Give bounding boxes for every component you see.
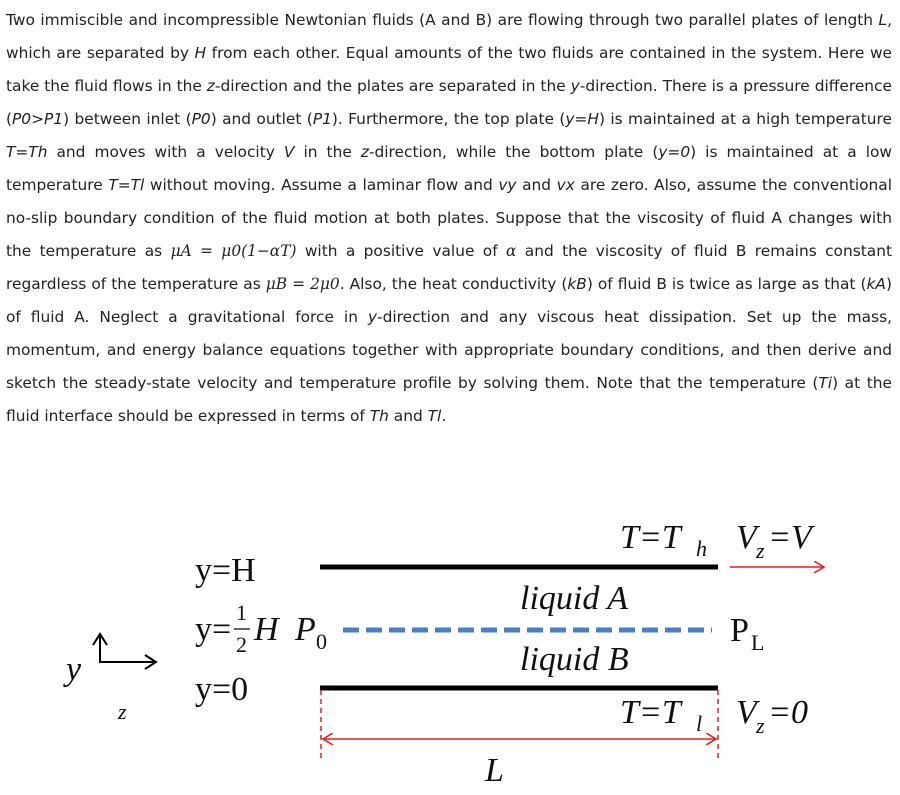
text-run: -direction and the plates are separated in the [214, 77, 571, 95]
text-run: ) and outlet ( [210, 110, 313, 128]
label-top-T-sub: h [696, 536, 707, 561]
label-length-L: L [485, 752, 504, 789]
problem-statement [6, 4, 892, 433]
var-p0: P0 [191, 110, 211, 128]
label-P0: P [295, 611, 316, 648]
text-run: with a positive value of [296, 242, 506, 260]
label-top-V-rhs: =V [768, 519, 812, 556]
var-y: y [570, 77, 580, 95]
var-p1: P1 [312, 110, 332, 128]
label-liquid-b: liquid B [520, 641, 629, 678]
var-alpha: α [506, 242, 517, 260]
text-run: -direction. There is a pressure difference ( [6, 77, 892, 128]
var-Ti: Ti [818, 374, 833, 392]
text-run: ) at the fluid interface should be expressed in terms of [6, 374, 892, 425]
text-run: from each other. Equal amounts of the two fluids are contained in the system. Here we take the fluid flows in the [6, 44, 892, 95]
text-run: are zero. Also, assume the conventional no-slip boundary condition of the fluid motion at both plates. Suppose that the viscosity of fluid A changes with the temperature as [6, 176, 893, 260]
text-run: and [388, 407, 428, 425]
label-bottom-T-sub: l [696, 711, 703, 736]
var-L: L [878, 11, 888, 29]
label-y-half-a: y= [195, 611, 232, 648]
text-run: ) of fluid A. Neglect a gravitational force in [6, 275, 892, 326]
var-T-eq-Th: T=Th [6, 143, 48, 161]
text-run: , which are separated by [6, 11, 892, 62]
text-run: and moves with a velocity [47, 143, 284, 161]
label-bottom-V-rhs: =0 [768, 694, 808, 731]
axis-label-z: z [118, 699, 127, 724]
label-y-H: y=H [195, 552, 256, 589]
var-H: H [194, 44, 207, 62]
label-liquid-a: liquid A [520, 580, 628, 617]
var-p0-gt-p1: P0>P1 [12, 110, 64, 128]
text-run: and the viscosity of fluid B remains constant regardless of the temperature as [6, 242, 893, 293]
label-top-T: T=T [620, 519, 681, 556]
var-Tl: Tl [427, 407, 442, 425]
text-run: in the [294, 143, 361, 161]
var-z: z [360, 143, 369, 161]
label-half-num: 1 [236, 600, 247, 625]
var-kB: kB [567, 275, 587, 293]
label-y-half-b: H [254, 611, 279, 648]
var-z: z [206, 77, 215, 95]
channel-diagram [0, 490, 900, 795]
equation-mu-b: μB = 2μ0 [265, 275, 340, 293]
var-y: y [367, 308, 378, 326]
text-run: ) is maintained at a low temperature [6, 143, 892, 194]
problem-paragraph [6, 4, 892, 433]
text-run: ) is maintained at a high temperature [598, 110, 892, 128]
text-run: ) between inlet ( [63, 110, 192, 128]
text-run: and [516, 176, 557, 194]
label-top-V: V [736, 519, 757, 556]
label-PL: P [730, 612, 749, 649]
var-vy: vy [498, 176, 517, 194]
var-vx: vx [556, 176, 575, 194]
channel-figure [0, 490, 900, 795]
var-V: V [283, 143, 295, 161]
text-run: ) of fluid B is twice as large as that ( [586, 275, 867, 293]
axis-label-y: y [66, 651, 82, 688]
label-P0-sub: 0 [316, 629, 327, 654]
var-y-eq-0: y=0 [658, 143, 691, 161]
var-T-eq-Tl: T=Tl [108, 176, 145, 194]
text-run: -direction, while the bottom plate ( [368, 143, 659, 161]
text-run: . [441, 407, 447, 425]
label-half-den: 2 [236, 632, 247, 657]
label-PL-sub: L [751, 630, 765, 655]
label-bottom-T: T=T [620, 694, 681, 731]
text-run: . Also, the heat conductivity ( [339, 275, 568, 293]
text-run: ). Furthermore, the top plate ( [331, 110, 566, 128]
var-kA: kA [866, 275, 886, 293]
text-run: without moving. Assume a laminar flow and [144, 176, 499, 194]
label-bottom-V: V [736, 694, 757, 731]
equation-mu-a: μA = μ0(1−αT) [170, 242, 297, 260]
var-y-eq-H: y=H [565, 110, 599, 128]
text-run: Two immiscible and incompressible Newtonian fluids (A and B) are flowing through two parallel plates of length [6, 11, 879, 29]
label-bottom-V-sub: z [756, 713, 765, 738]
text-run: -direction and any viscous heat dissipation. Set up the mass, momentum, and energy balance equations together with appropriate boundary conditions, and then derive and sketch the steady-state velocity and temperature profile by solving them. Note that the temperature ( [6, 308, 892, 392]
label-top-V-sub: z [756, 538, 765, 563]
label-y-0: y=0 [195, 671, 249, 708]
var-Th: Th [369, 407, 389, 425]
